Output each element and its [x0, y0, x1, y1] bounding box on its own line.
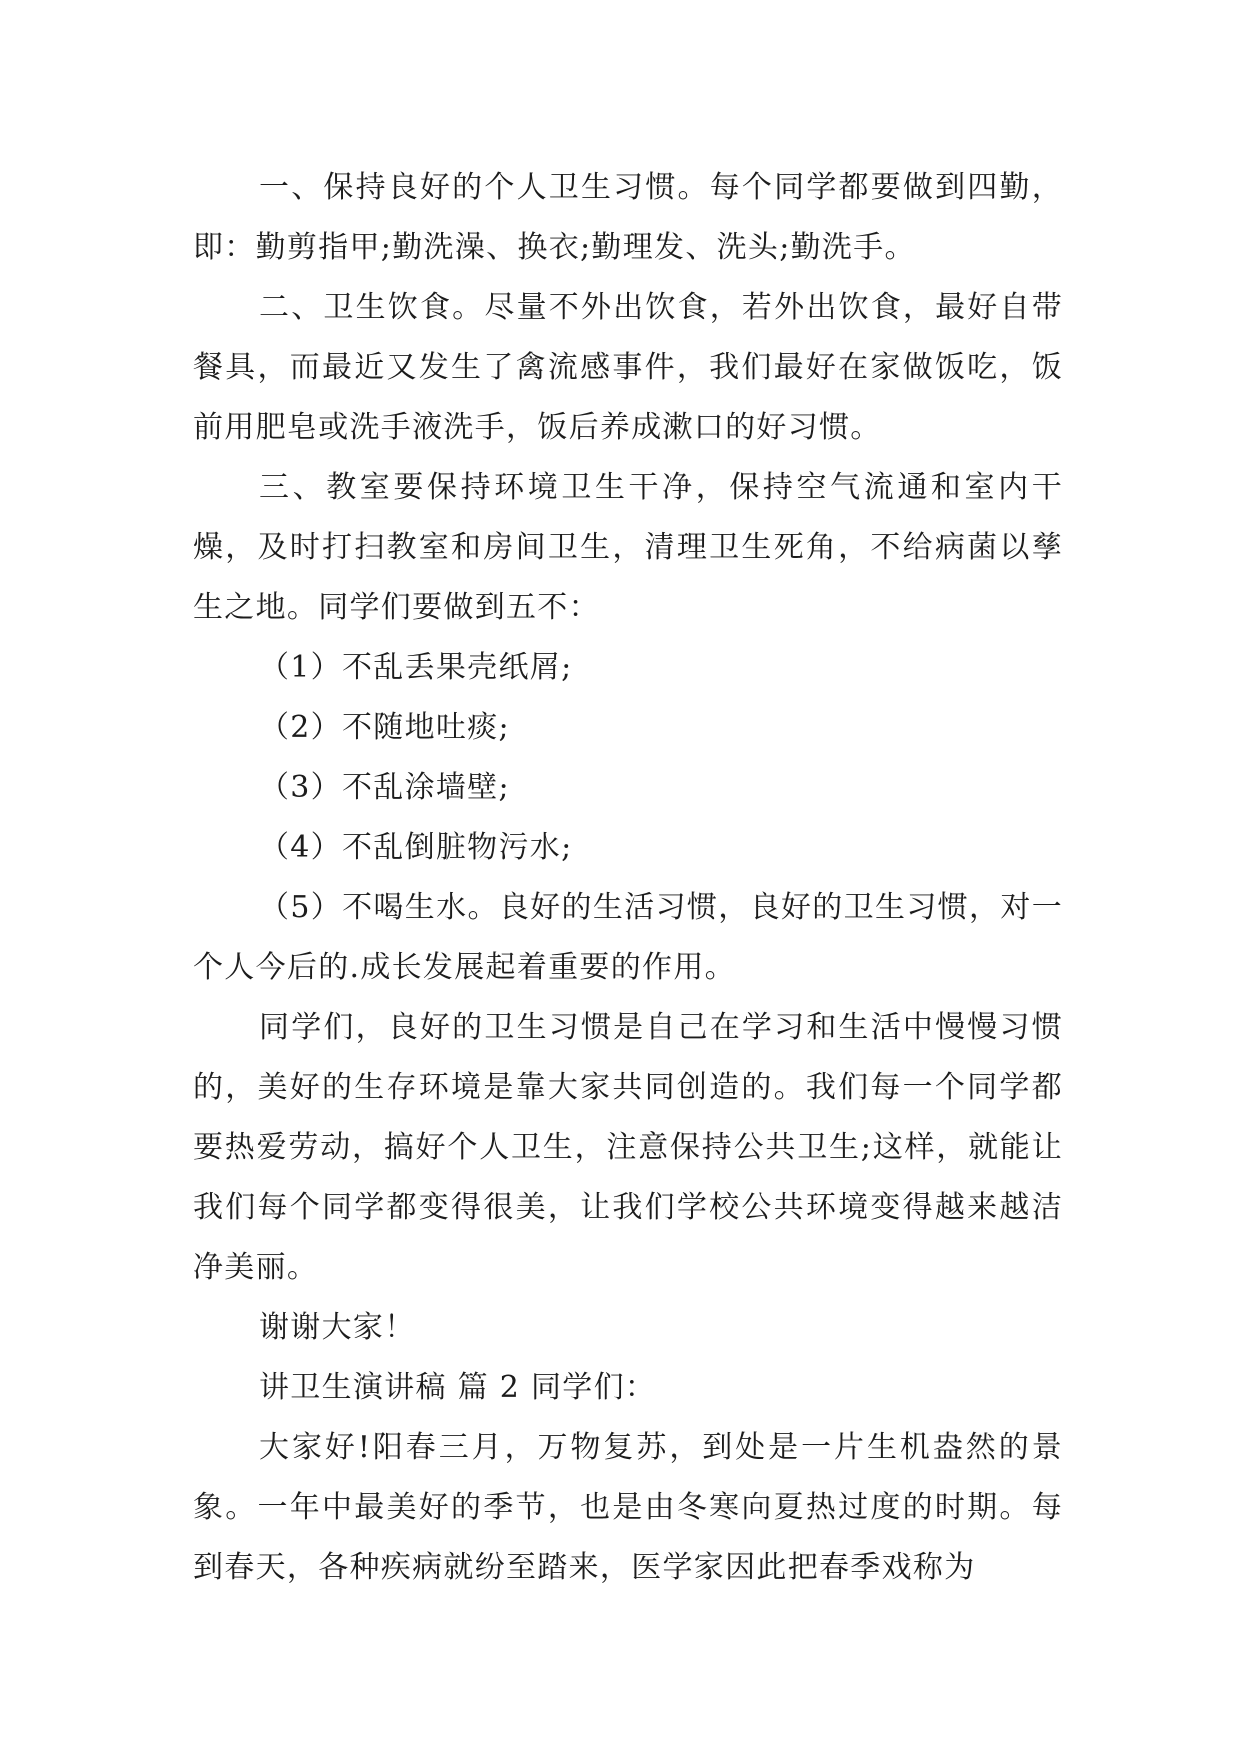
paragraph-diet-hygiene: 二、卫生饮食。尽量不外出饮食，若外出饮食，最好自带餐具，而最近又发生了禽流感事件，我们最好在家做饭吃，饭前用肥皂或洗手液洗手，饭后养成漱口的好习惯。 [193, 290, 1063, 445]
paragraph-spring: 大家好!阳春三月，万物复苏，到处是一片生机盎然的景象。一年中最美好的季节，也是由冬寒向夏热过度的时期。每到春天，各种疾病就纷至踏来，医学家因此把春季戏称为 [193, 1430, 1063, 1585]
document-body [193, 158, 1063, 1598]
paragraph-personal-hygiene: 一、保持良好的个人卫生习惯。每个同学都要做到四勤，即：勤剪指甲;勤洗澡、换衣;勤理发、洗头;勤洗手。 [193, 170, 1063, 265]
list-item: （1）不乱丢果壳纸屑; [259, 650, 573, 685]
paragraph-closing: 同学们，良好的卫生习惯是自己在学习和生活中慢慢习惯的，美好的生存环境是靠大家共同创造的。我们每一个同学都要热爱劳动，搞好个人卫生，注意保持公共卫生;这样，就能让我们每个同学都变得很美，让我们学校公共环境变得越来越洁净美丽。 [193, 1010, 1063, 1285]
list-item: （4）不乱倒脏物污水; [259, 830, 573, 865]
section-heading: 讲卫生演讲稿 篇 2 同学们： [259, 1370, 657, 1405]
paragraph-classroom-hygiene: 三、教室要保持环境卫生干净，保持空气流通和室内干燥，及时打扫教室和房间卫生，清理卫生死角，不给病菌以孳生之地。同学们要做到五不： [193, 470, 1063, 625]
list-item: （2）不随地吐痰; [259, 710, 510, 745]
list-item-5: （5）不喝生水。良好的生活习惯，良好的卫生习惯，对一个人今后的.成长发展起着重要的作用。 [193, 890, 1063, 985]
list-item: （3）不乱涂墙壁; [259, 770, 510, 805]
thanks-line: 谢谢大家！ [259, 1310, 416, 1345]
